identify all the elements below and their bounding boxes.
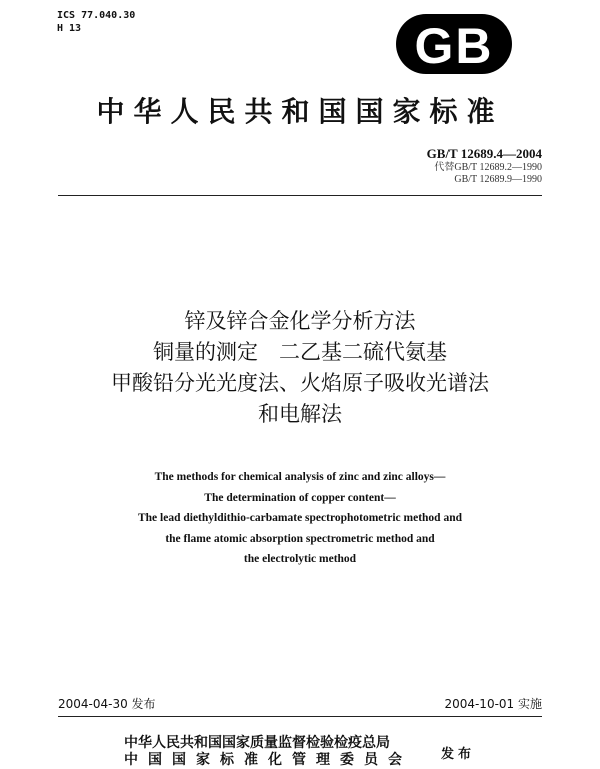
ics-code: ICS 77.040.30 (57, 10, 136, 21)
english-title-line-1: The methods for chemical analysis of zinc and zinc alloys— (154, 471, 446, 483)
issuing-authorities (124, 735, 412, 769)
replaces-line-2: GB/T 12689.9—1990 (454, 174, 542, 185)
standard-code: GB/T 12689.4—2004 (426, 146, 542, 161)
bottom-divider (58, 716, 542, 717)
publish-label: 发布 (441, 747, 476, 762)
chinese-title-line-3: 甲酸铅分光光度法、火焰原子吸收光谱法 (111, 371, 489, 395)
chinese-title-line-1: 锌及锌合金化学分析方法 (184, 309, 416, 333)
implementation-date: 2004-10-01 实施 (444, 697, 542, 711)
standard-code-block (427, 146, 542, 186)
gb-logo-text: GB (414, 18, 494, 74)
english-title-line-5: the electrolytic method (243, 553, 357, 565)
issue-date: 2004-04-30 发布 (58, 697, 156, 711)
replaces-line-1: 代替GB/T 12689.2—1990 (434, 162, 542, 173)
ics-block (57, 9, 135, 35)
gb-logo (396, 12, 512, 76)
chinese-title (0, 306, 600, 430)
english-title-line-2: The determination of copper content— (204, 491, 396, 504)
classification-code: H 13 (57, 23, 82, 34)
issuer-line-1: 中华人民共和国国家质量监督检验检疫总局 (124, 735, 390, 751)
top-divider (58, 195, 542, 196)
english-title (0, 467, 600, 570)
standard-org-title: 中华人民共和国国家标准 (96, 95, 504, 128)
english-title-line-4: the flame atomic absorption spectrometric method and (165, 532, 435, 545)
chinese-title-line-2: 铜量的测定 二乙基二硫代氨基 (153, 340, 447, 364)
issuer-line-2: 中国国家标准化管理委员会 (124, 752, 412, 768)
chinese-title-line-4: 和电解法 (258, 402, 342, 426)
english-title-line-3: The lead diethyldithio-carbamate spectrophotometric method and (137, 512, 462, 524)
